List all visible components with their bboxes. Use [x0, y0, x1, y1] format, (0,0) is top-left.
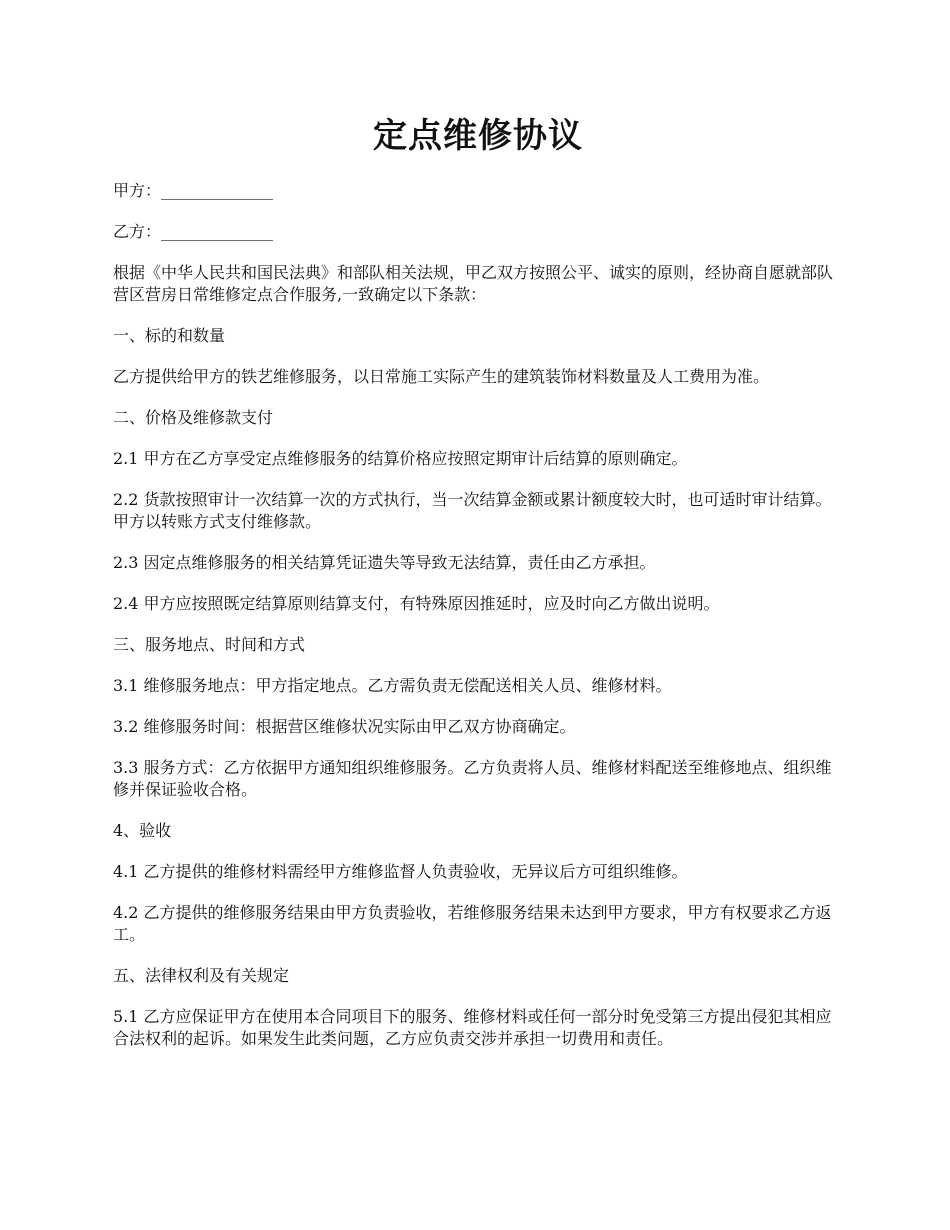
clause-5-1: 5.1 乙方应保证甲方在使用本合同项目下的服务、维修材料或任何一部分时免受第三方提出侵犯其相应合法权利的起诉。如果发生此类问题，乙方应负责交涉并承担一切费用和责任。	[113, 1007, 832, 1048]
clause-2-2: 2.2 货款按照审计一次结算一次的方式执行，当一次结算金额或累计额度较大时，也可适时审计结算。甲方以转账方式支付维修款。	[113, 490, 832, 531]
section-heading-3: 三、服务地点、时间和方式	[113, 635, 306, 654]
clause-3-2: 3.2 维修服务时间：根据营区维修状况实际由甲乙双方协商确定。	[113, 717, 576, 736]
clause-3-1: 3.1 维修服务地点：甲方指定地点。乙方需负责无偿配送相关人员、维修材料。	[113, 676, 672, 695]
clause-1-paragraph: 乙方提供给甲方的铁艺维修服务，以日常施工实际产生的建筑装饰材料数量及人工费用为准。	[113, 367, 770, 386]
clause-2-3: 2.3 因定点维修服务的相关结算凭证遗失等导致无法结算，责任由乙方承担。	[113, 553, 656, 572]
section-heading-2: 二、价格及维修款支付	[113, 408, 274, 427]
clause-4-2: 4.2 乙方提供的维修服务结果由甲方负责验收，若维修服务结果未达到甲方要求，甲方有权要求乙方返工。	[113, 903, 832, 944]
party-a-line: 甲方：______________	[113, 181, 274, 200]
clause-4-1: 4.1 乙方提供的维修材料需经甲方维修监督人负责验收，无异议后方可组织维修。	[113, 862, 688, 881]
document-title: 定点维修协议	[373, 116, 583, 156]
clause-2-4: 2.4 甲方应按照既定结算原则结算支付，有特殊原因推延时，应及时向乙方做出说明。	[113, 594, 720, 613]
clause-2-1: 2.1 甲方在乙方享受定点维修服务的结算价格应按照定期审计后结算的原则确定。	[113, 449, 688, 468]
section-heading-5: 五、法律权利及有关规定	[113, 966, 290, 985]
preamble-paragraph: 根据《中华人民共和国民法典》和部队相关法规，甲乙双方按照公平、诚实的原则，经协商自愿就部队营区营房日常维修定点合作服务,一致确定以下条款：	[113, 263, 834, 304]
section-heading-4: 4、验收	[113, 821, 172, 840]
party-b-line: 乙方：______________	[113, 222, 274, 241]
clause-3-3: 3.3 服务方式：乙方依据甲方通知组织维修服务。乙方负责将人员、维修材料配送至维修地点、组织维修并保证验收合格。	[113, 758, 832, 799]
document-body	[113, 108, 843, 1069]
section-heading-1: 一、标的和数量	[113, 326, 226, 345]
